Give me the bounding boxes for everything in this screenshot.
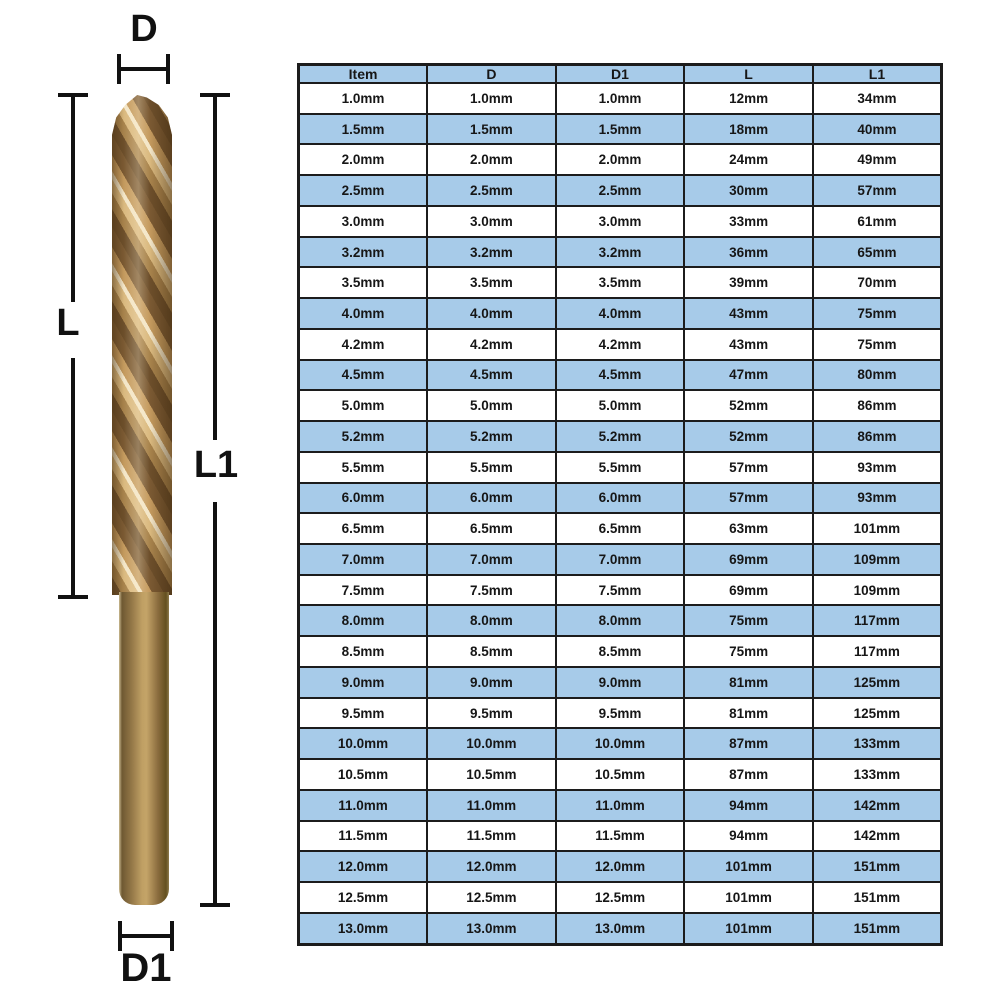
table-row	[299, 759, 942, 790]
table-cell: 63mm	[684, 513, 813, 544]
table-cell: 75mm	[684, 605, 813, 636]
table-cell: 2.5mm	[427, 175, 556, 206]
table-cell: 125mm	[813, 698, 942, 729]
table-cell: 109mm	[813, 575, 942, 606]
table-cell: 12.0mm	[556, 851, 685, 882]
drill-flute	[112, 95, 172, 595]
table-row	[299, 483, 942, 514]
table-cell: 43mm	[684, 298, 813, 329]
table-cell: 1.0mm	[427, 83, 556, 114]
table-cell: 11.5mm	[556, 821, 685, 852]
spec-table	[297, 63, 943, 946]
table-cell: 3.5mm	[427, 267, 556, 298]
table-cell: 13.0mm	[427, 913, 556, 945]
table-cell: 117mm	[813, 605, 942, 636]
table-cell: 8.5mm	[427, 636, 556, 667]
table-cell: 57mm	[684, 483, 813, 514]
table-cell: 34mm	[813, 83, 942, 114]
table-cell: 7.0mm	[299, 544, 428, 575]
table-cell: 3.2mm	[299, 237, 428, 268]
drill-shank	[119, 592, 169, 905]
table-cell: 8.5mm	[556, 636, 685, 667]
l1-dimension-tick-bottom	[200, 903, 230, 907]
table-cell: 10.5mm	[556, 759, 685, 790]
table-row	[299, 329, 942, 360]
l1-dimension-line-upper	[213, 93, 217, 440]
table-cell: 87mm	[684, 728, 813, 759]
table-cell: 10.0mm	[556, 728, 685, 759]
table-row	[299, 821, 942, 852]
table-row	[299, 882, 942, 913]
table-cell: 11.0mm	[427, 790, 556, 821]
table-cell: 12.0mm	[427, 851, 556, 882]
table-cell: 1.0mm	[556, 83, 685, 114]
table-row	[299, 913, 942, 945]
table-row	[299, 390, 942, 421]
table-cell: 94mm	[684, 790, 813, 821]
table-cell: 3.0mm	[299, 206, 428, 237]
table-row	[299, 206, 942, 237]
table-cell: 5.5mm	[427, 452, 556, 483]
table-cell: 4.2mm	[427, 329, 556, 360]
table-cell: 151mm	[813, 882, 942, 913]
table-cell: 8.0mm	[556, 605, 685, 636]
l-dimension-tick-bottom	[58, 595, 88, 599]
table-cell: 8.5mm	[299, 636, 428, 667]
table-cell: 4.5mm	[556, 360, 685, 391]
column-header: D1	[556, 65, 685, 84]
table-cell: 6.5mm	[427, 513, 556, 544]
table-cell: 57mm	[684, 452, 813, 483]
column-header: L1	[813, 65, 942, 84]
table-cell: 2.5mm	[556, 175, 685, 206]
table-cell: 93mm	[813, 452, 942, 483]
table-cell: 7.5mm	[556, 575, 685, 606]
table-cell: 75mm	[684, 636, 813, 667]
table-cell: 101mm	[684, 913, 813, 945]
table-cell: 11.5mm	[299, 821, 428, 852]
table-cell: 8.0mm	[299, 605, 428, 636]
table-row	[299, 851, 942, 882]
table-cell: 11.0mm	[556, 790, 685, 821]
table-cell: 133mm	[813, 728, 942, 759]
table-cell: 47mm	[684, 360, 813, 391]
table-cell: 3.2mm	[427, 237, 556, 268]
table-cell: 6.5mm	[299, 513, 428, 544]
table-cell: 81mm	[684, 698, 813, 729]
table-cell: 9.5mm	[556, 698, 685, 729]
table-cell: 49mm	[813, 144, 942, 175]
table-cell: 2.5mm	[299, 175, 428, 206]
table-cell: 2.0mm	[427, 144, 556, 175]
table-cell: 52mm	[684, 390, 813, 421]
table-cell: 93mm	[813, 483, 942, 514]
table-cell: 57mm	[813, 175, 942, 206]
table-cell: 6.0mm	[427, 483, 556, 514]
table-cell: 6.0mm	[556, 483, 685, 514]
table-cell: 43mm	[684, 329, 813, 360]
table-row	[299, 452, 942, 483]
column-header: D	[427, 65, 556, 84]
table-row	[299, 698, 942, 729]
table-cell: 151mm	[813, 913, 942, 945]
table-cell: 4.5mm	[427, 360, 556, 391]
table-row	[299, 728, 942, 759]
table-row	[299, 175, 942, 206]
table-cell: 3.5mm	[299, 267, 428, 298]
table-cell: 117mm	[813, 636, 942, 667]
d1-bracket-line	[120, 934, 172, 938]
table-row	[299, 114, 942, 145]
table-cell: 5.0mm	[299, 390, 428, 421]
table-cell: 10.5mm	[299, 759, 428, 790]
d-bracket-tick-left	[117, 54, 121, 84]
table-cell: 12.5mm	[556, 882, 685, 913]
table-cell: 30mm	[684, 175, 813, 206]
table-cell: 75mm	[813, 298, 942, 329]
table-cell: 2.0mm	[299, 144, 428, 175]
table-cell: 133mm	[813, 759, 942, 790]
table-cell: 3.2mm	[556, 237, 685, 268]
l-dimension-line-upper	[71, 93, 75, 302]
table-cell: 151mm	[813, 851, 942, 882]
table-cell: 9.5mm	[427, 698, 556, 729]
table-cell: 2.0mm	[556, 144, 685, 175]
drill-bit-image	[112, 95, 172, 905]
table-cell: 5.0mm	[427, 390, 556, 421]
table-cell: 109mm	[813, 544, 942, 575]
table-cell: 1.5mm	[427, 114, 556, 145]
dimension-label-d: D	[130, 8, 158, 50]
table-cell: 40mm	[813, 114, 942, 145]
table-cell: 86mm	[813, 421, 942, 452]
column-header: L	[684, 65, 813, 84]
table-row	[299, 605, 942, 636]
table-cell: 36mm	[684, 237, 813, 268]
table-cell: 13.0mm	[299, 913, 428, 945]
table-cell: 12.0mm	[299, 851, 428, 882]
table-cell: 9.0mm	[556, 667, 685, 698]
table-cell: 1.0mm	[299, 83, 428, 114]
table-cell: 7.0mm	[427, 544, 556, 575]
table-cell: 70mm	[813, 267, 942, 298]
table-row	[299, 267, 942, 298]
table-cell: 5.0mm	[556, 390, 685, 421]
table-cell: 69mm	[684, 544, 813, 575]
table-cell: 12.5mm	[299, 882, 428, 913]
table-cell: 10.0mm	[299, 728, 428, 759]
table-cell: 10.5mm	[427, 759, 556, 790]
table-cell: 5.5mm	[299, 452, 428, 483]
table-row	[299, 790, 942, 821]
table-cell: 1.5mm	[556, 114, 685, 145]
table-cell: 12mm	[684, 83, 813, 114]
table-cell: 125mm	[813, 667, 942, 698]
table-row	[299, 575, 942, 606]
table-cell: 10.0mm	[427, 728, 556, 759]
table-cell: 9.5mm	[299, 698, 428, 729]
table-cell: 7.0mm	[556, 544, 685, 575]
dimension-label-l1: L1	[193, 444, 239, 486]
table-cell: 101mm	[813, 513, 942, 544]
table-cell: 1.5mm	[299, 114, 428, 145]
table-cell: 4.0mm	[427, 298, 556, 329]
table-cell: 75mm	[813, 329, 942, 360]
table-row	[299, 360, 942, 391]
table-cell: 5.2mm	[299, 421, 428, 452]
table-row	[299, 237, 942, 268]
table-cell: 18mm	[684, 114, 813, 145]
table-cell: 11.5mm	[427, 821, 556, 852]
table-row	[299, 544, 942, 575]
table-cell: 52mm	[684, 421, 813, 452]
table-cell: 7.5mm	[427, 575, 556, 606]
table-cell: 8.0mm	[427, 605, 556, 636]
l1-dimension-line-lower	[213, 502, 217, 905]
table-cell: 33mm	[684, 206, 813, 237]
table-cell: 3.0mm	[556, 206, 685, 237]
table-cell: 5.2mm	[556, 421, 685, 452]
table-cell: 4.2mm	[556, 329, 685, 360]
table-cell: 4.0mm	[299, 298, 428, 329]
dimension-label-d1: D1	[120, 946, 172, 990]
table-cell: 69mm	[684, 575, 813, 606]
table-cell: 142mm	[813, 821, 942, 852]
table-cell: 6.5mm	[556, 513, 685, 544]
table-row	[299, 83, 942, 114]
table-cell: 11.0mm	[299, 790, 428, 821]
table-header-row	[299, 65, 942, 84]
table-cell: 101mm	[684, 851, 813, 882]
table-cell: 61mm	[813, 206, 942, 237]
table-cell: 101mm	[684, 882, 813, 913]
column-header: Item	[299, 65, 428, 84]
d-bracket-line	[119, 67, 169, 71]
table-cell: 6.0mm	[299, 483, 428, 514]
dimension-label-l: L	[56, 302, 80, 344]
table-cell: 12.5mm	[427, 882, 556, 913]
table-cell: 3.0mm	[427, 206, 556, 237]
l-dimension-line-lower	[71, 358, 75, 599]
table-cell: 94mm	[684, 821, 813, 852]
table-cell: 39mm	[684, 267, 813, 298]
table-cell: 142mm	[813, 790, 942, 821]
table-cell: 4.2mm	[299, 329, 428, 360]
table-cell: 4.5mm	[299, 360, 428, 391]
table-cell: 4.0mm	[556, 298, 685, 329]
table-row	[299, 636, 942, 667]
spec-table-body	[299, 83, 942, 945]
table-cell: 24mm	[684, 144, 813, 175]
table-cell: 7.5mm	[299, 575, 428, 606]
table-cell: 9.0mm	[427, 667, 556, 698]
table-cell: 87mm	[684, 759, 813, 790]
table-cell: 80mm	[813, 360, 942, 391]
table-cell: 13.0mm	[556, 913, 685, 945]
table-cell: 81mm	[684, 667, 813, 698]
table-cell: 86mm	[813, 390, 942, 421]
spec-table-head	[299, 65, 942, 84]
table-row	[299, 298, 942, 329]
d-bracket-tick-right	[166, 54, 170, 84]
table-cell: 5.5mm	[556, 452, 685, 483]
table-cell: 5.2mm	[427, 421, 556, 452]
table-row	[299, 513, 942, 544]
table-cell: 65mm	[813, 237, 942, 268]
table-row	[299, 144, 942, 175]
table-row	[299, 421, 942, 452]
table-row	[299, 667, 942, 698]
table-cell: 3.5mm	[556, 267, 685, 298]
table-cell: 9.0mm	[299, 667, 428, 698]
